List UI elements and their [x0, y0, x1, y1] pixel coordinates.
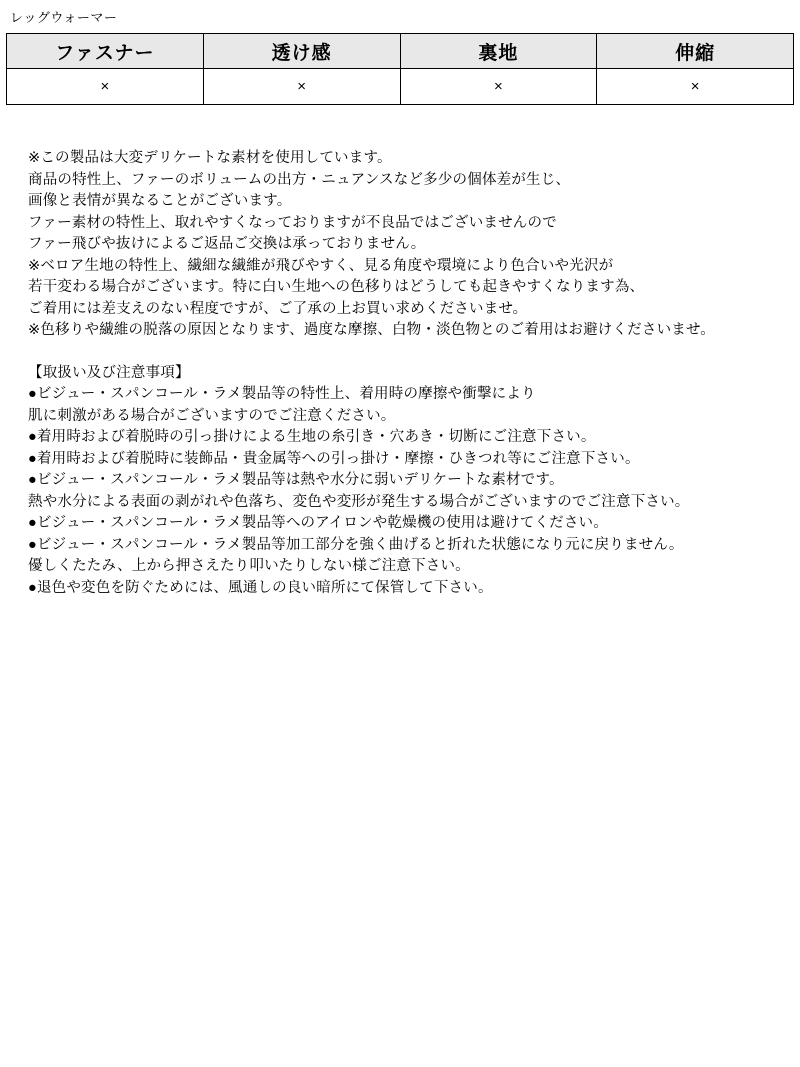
note-line: ファー飛びや抜けによるご返品ご交換は承っておりません。: [28, 236, 426, 252]
handling-notes-heading: 【取扱い及び注意事項】: [28, 364, 190, 381]
spec-header-stretch: 伸縮: [597, 34, 794, 69]
notes-spacer: [28, 342, 788, 363]
spec-value-zipper: ×: [7, 69, 204, 105]
handling-note-line: 熱や水分による表面の剥がれや色落ち、変色や変形が発生する場合がございますのでご注意下さい。: [28, 493, 690, 510]
note-line: 若干変わる場合がございます。特に白い生地への色移りはどうしても起きやすくなります為、: [28, 279, 645, 295]
spec-header-lining: 裏地: [400, 34, 597, 69]
note-line: ※色移りや繊維の脱落の原因となります、過度な摩擦、白物・淡色物とのご着用はお避けくださいませ。: [28, 322, 715, 338]
handling-note-line: ●退色や変色を防ぐためには、風通しの良い暗所にて保管して下さい。: [28, 579, 493, 596]
handling-note-line: ●ビジュー・スパンコール・ラメ製品等の特性上、着用時の摩擦や衝撃により: [28, 386, 536, 402]
spec-table-value-row: [7, 69, 794, 105]
handling-note-line: ●着用時および着脱時に装飾品・貴金属等への引っ掛け・摩擦・ひきつれ等にご注意下さい。: [28, 450, 640, 467]
note-line: ファー素材の特性上、取れやすくなっておりますが不良品ではございませんので: [28, 214, 557, 231]
spec-header-sheerness: 透け感: [203, 34, 400, 69]
handling-note-line: ●ビジュー・スパンコール・ラメ製品等加工部分を強く曲げると折れた状態になり元に戻りません。: [28, 536, 684, 553]
handling-note-line: ●ビジュー・スパンコール・ラメ製品等は熱や水分に弱いデリケートな素材です。: [28, 472, 564, 488]
note-line: 商品の特性上、ファーのボリュームの出方・ニュアンスなど多少の個体差が生じ、: [28, 171, 571, 188]
note-line: ※この製品は大変デリケートな素材を使用しています。: [28, 150, 392, 166]
spec-value-lining: ×: [400, 69, 597, 105]
page-title: レッグウォーマー: [10, 10, 118, 25]
spec-table: [6, 33, 794, 105]
handling-note-line: ●ビジュー・スパンコール・ラメ製品等へのアイロンや乾燥機の使用は避けてください。: [28, 515, 608, 531]
handling-note-line: 肌に刺激がある場合がございますのでご注意ください。: [28, 407, 396, 424]
handling-note-line: 優しくたたみ、上から押さえたり叩いたりしない様ご注意下さい。: [28, 558, 470, 574]
note-line: 画像と表情が異なることがございます。: [28, 193, 292, 209]
note-line: ご着用には差支えのない程度ですが、ご了承の上お買い求めくださいませ。: [28, 300, 528, 317]
handling-note-line: ●着用時および着脱時の引っ掛けによる生地の糸引き・穴あき・切断にご注意下さい。: [28, 429, 596, 445]
note-line: ※ベロア生地の特性上、繊細な繊維が飛びやすく、見る角度や環境により色合いや光沢が: [28, 257, 614, 274]
notes-section: [28, 148, 788, 599]
spec-table-header-row: [7, 34, 794, 69]
spec-value-sheerness: ×: [203, 69, 400, 105]
spec-header-zipper: ファスナー: [7, 34, 204, 69]
spec-value-stretch: ×: [597, 69, 794, 105]
